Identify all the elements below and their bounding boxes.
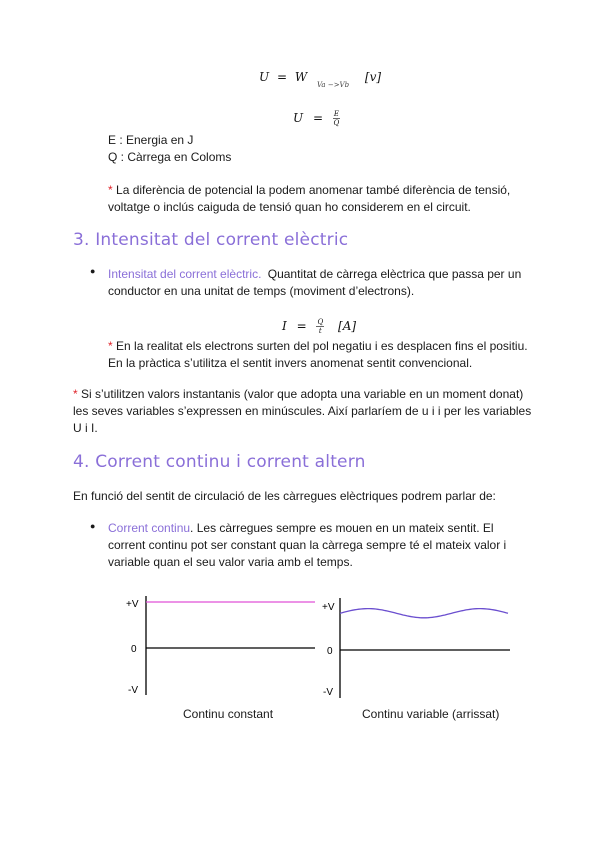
section-4-heading: 4. Corrent continu i corrent altern [73,452,366,472]
legend-energy: E : Energia en J [108,133,194,147]
bullet-dot: ● [90,266,96,276]
note-text: La diferència de potencial la podem anomenar també diferència de tensió, voltatge o inclús caiguda de tensió quan ho considerem en el circuit. [108,183,511,214]
note-text: En la realitat els electrons surten del pol negatiu i es desplacen fins el positiu. En la pràctica s’utilitza el sentit invers anomenat sentit convencional. [108,339,528,370]
formula-equals: = [276,70,288,84]
formula-fraction [333,110,340,127]
y-tick-label: -V [323,687,333,698]
formula-intensity [282,318,356,335]
y-tick-label: +V [126,599,139,610]
note-text: Si s’utilitzen valors instantanis (valor que adopta una variable en un moment donat) les seves variables s’expressen en minúscules. Així parlaríem de u i i per les variables U i I. [73,387,532,435]
y-tick-label: +V [322,602,335,613]
y-tick-label: 0 [327,646,333,657]
formula-lhs: I [282,319,287,333]
y-tick-label: 0 [131,644,137,655]
formula-equals: = [312,111,324,125]
formula-lhs: U [293,111,304,125]
fraction-numerator: E [333,110,339,118]
note-potential-difference [108,182,528,216]
series-line-ripple [340,609,508,618]
formula-unit: [v] [364,70,382,84]
formula-lhs: U [259,70,270,84]
section-3-heading: 3. Intensitat del corrent elèctric [73,230,349,250]
note-asterisk: * [108,183,113,197]
fraction-denominator: Q [333,119,340,127]
note-instant-values [73,386,535,437]
chart-caption-variable: Continu variable (arrissat) [362,707,500,721]
note-asterisk: * [73,387,78,401]
intensity-text: Quantitat de càrrega elèctrica que passa per un conductor en una unitat de temps (moviment d’electrons). [108,267,522,298]
bullet-dot: ● [90,521,96,531]
note-asterisk: * [108,339,113,353]
dc-charts [0,590,600,720]
dc-term: Corrent continu [108,521,191,535]
formula-fraction [316,318,324,335]
formula-voltage-work [259,70,382,89]
y-tick-label: -V [128,685,138,696]
formula-subscript: Va −>Vb [317,81,350,89]
intensity-definition [108,266,533,300]
dc-definition [108,520,528,571]
section-4-intro: En funció del sentit de circulació de les càrregues elèctriques podrem parlar de: [73,489,496,503]
fraction-denominator: t [318,327,322,335]
formula-unit: [A] [338,319,357,333]
formula-voltage-energy [293,110,340,127]
formula-equals: = [296,319,307,333]
fraction-numerator: Q [317,318,324,326]
legend-charge: Q : Càrrega en Coloms [108,150,232,164]
formula-w: W [294,70,308,84]
note-electron-direction [108,338,533,372]
dc-text: . Les càrregues sempre es mouen en un mateix sentit. El corrent continu pot ser constant quan la càrrega sempre té el mateix valor i variable quan el seu valor varia amb el temps. [108,521,507,569]
chart-caption-constant: Continu constant [183,707,274,721]
intensity-term: Intensitat del corrent elèctric. [108,267,262,281]
